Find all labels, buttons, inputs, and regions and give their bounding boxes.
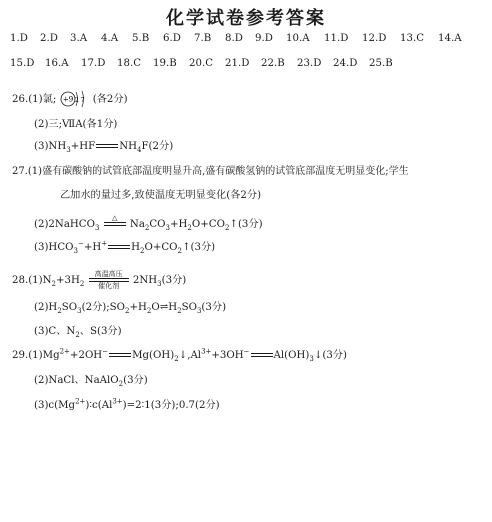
mcq-row-2 [10, 57, 405, 71]
q28-part2: $(2)H_2SO_3(2$分)$;SO_2+H_2O\rightleftharpoons H_2SO_3(3$分) [34, 302, 227, 316]
mcq-answer: 12.D [362, 33, 387, 44]
q26-part1: 26.(1)氯; +9 2 7 (各2分) [12, 88, 128, 110]
mcq-answer: 16.A [45, 58, 69, 69]
mcq-answer: 3.A [70, 33, 88, 44]
mcq-answer: 22.B [261, 58, 285, 69]
mcq-answer: 4.A [101, 33, 119, 44]
mcq-answer: 18.C [117, 58, 141, 69]
mcq-answer: 25.B [369, 58, 393, 69]
mcq-answer: 1.D [10, 33, 28, 44]
mcq-answer: 17.D [81, 58, 106, 69]
mcq-answer: 6.D [163, 33, 181, 44]
atom-nucleus-label: +9 [62, 95, 73, 104]
mcq-answer: 14.A [438, 33, 462, 44]
mcq-answer: 5.B [132, 33, 150, 44]
reaction-condition: 高温高压 催化剂 [89, 270, 129, 290]
q26-part2: (2)三;ⅦA(各1分) [34, 119, 118, 130]
q27-part1-line1: 27.(1)盛有碳酸钠的试管底部温度明显升高,盛有碳酸氢钠的试管底部温度无明显变化;学生 [12, 166, 409, 177]
mcq-answer: 10.A [286, 33, 310, 44]
q29-part3: $(3)c(Mg^{2+})∶c(Al^{3+})=2∶1(3$分);0.7(2分) [34, 397, 220, 411]
mcq-answer: 11.D [324, 33, 349, 44]
page-title: 化学试卷参考答案 [166, 8, 326, 29]
mcq-answer: 24.D [333, 58, 358, 69]
q29-part2: (2)NaCl、NaAlO$_2$(3分) [34, 375, 148, 389]
q27-part2: (2)2NaHCO$_3$ △ $Na_2CO_3+H_2O+CO_2↑(3$分) [34, 214, 263, 233]
q28-part1: $28.(1)N_2+3H_2$ 高温高压 催化剂 $2NH_3(3$分) [12, 270, 187, 290]
mcq-row-1 [10, 32, 474, 46]
mcq-answer: 2.D [40, 33, 58, 44]
atom-shell-label: 2 7 [74, 97, 85, 104]
equals-sign [109, 353, 131, 357]
mcq-answer: 23.D [297, 58, 322, 69]
atom-structure-diagram [60, 88, 90, 110]
mcq-answer: 13.C [400, 33, 424, 44]
mcq-answer: 15.D [10, 58, 35, 69]
reaction-condition: △ [104, 214, 126, 234]
equals-sign [108, 245, 130, 249]
mcq-answer: 8.D [225, 33, 243, 44]
q26-part3: $(3)NH_3+HF$ $NH_4F(2$分) [34, 141, 174, 155]
equals-sign [251, 353, 273, 357]
mcq-answer: 9.D [255, 33, 273, 44]
mcq-answer: 7.B [194, 33, 212, 44]
q27-part1-line2: 乙加水的量过多,致使温度无明显变化(各2分) [60, 190, 262, 201]
equals-sign [96, 144, 118, 148]
mcq-answer: 21.D [225, 58, 250, 69]
mcq-answer: 20.C [189, 58, 213, 69]
q29-part1: $29.(1)Mg^{2+}+2OH^-$ $Mg(OH)_2↓,Al^{3+}+3OH^-$ $Al(OH)_3↓(3$分) [12, 347, 347, 364]
q27-part3: $(3)HCO_3^-+H^+$ $H_2O+CO_2↑(3$分) [34, 239, 216, 256]
q28-part3: (3)C、$N_2$、S(3分) [34, 326, 122, 340]
mcq-answer: 19.B [153, 58, 177, 69]
